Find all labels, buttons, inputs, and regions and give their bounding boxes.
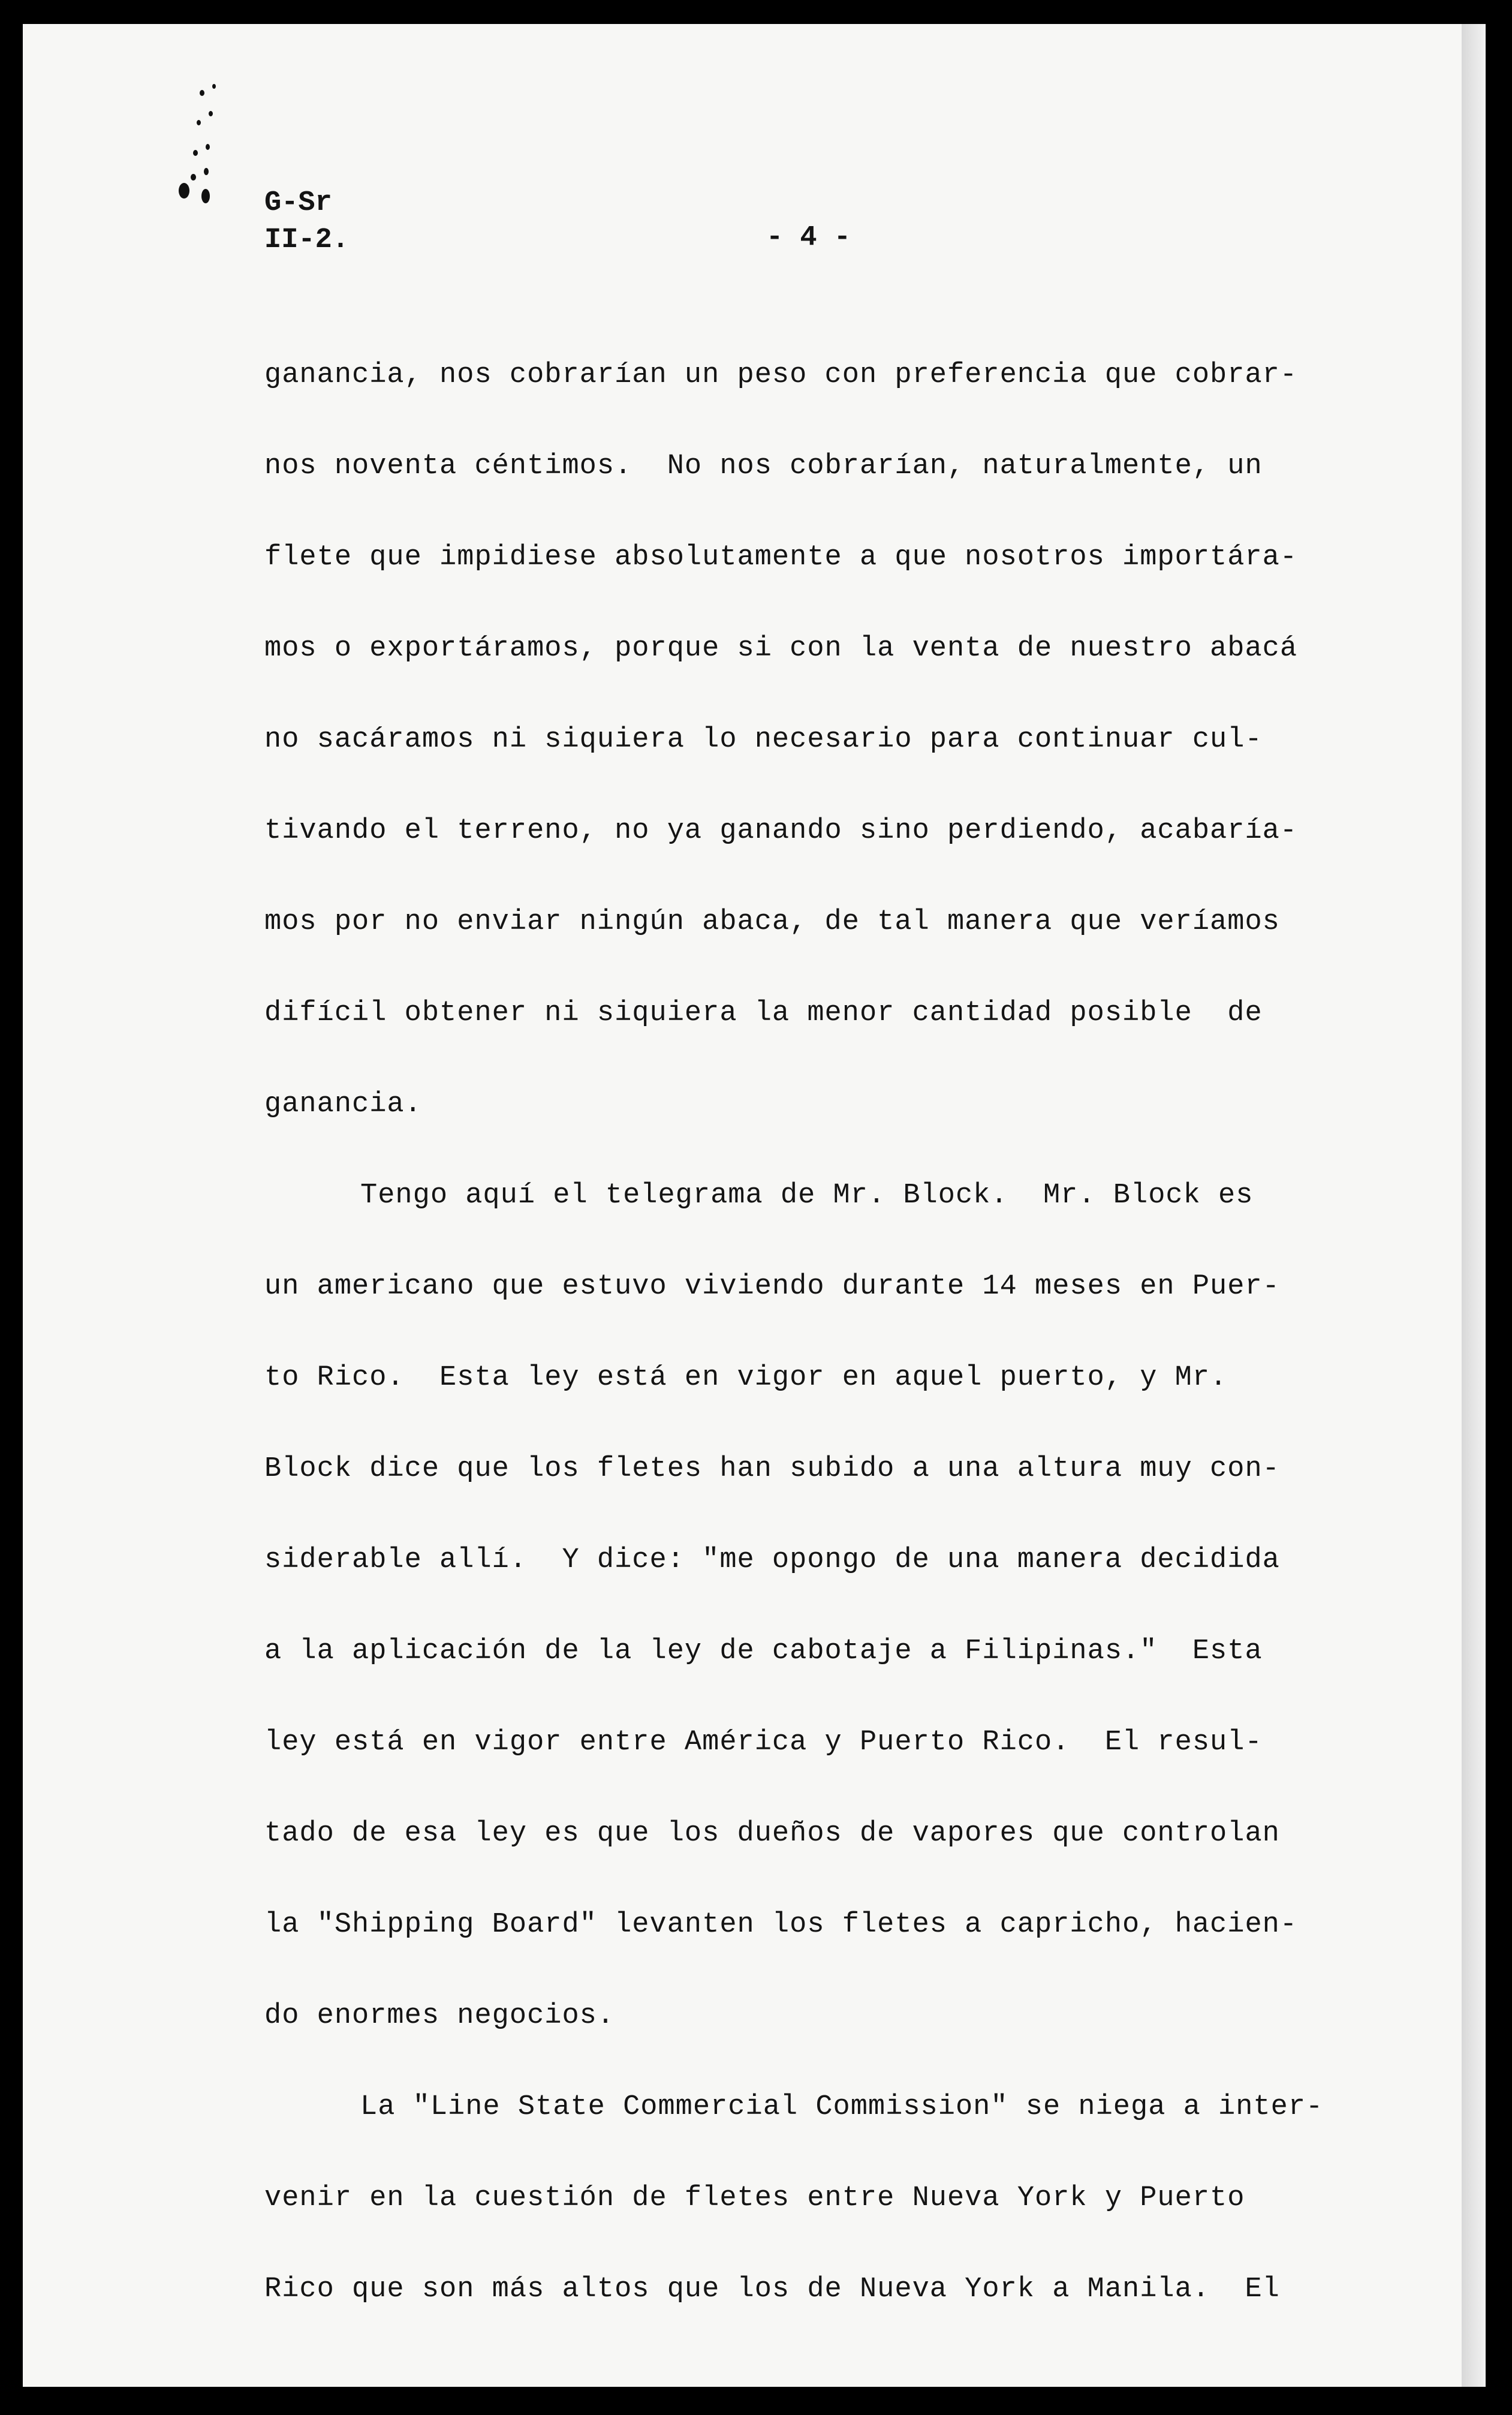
text-line: mos o exportáramos, porque si con la venta de nuestro abacá — [264, 633, 1298, 664]
text-line: a la aplicación de la ley de cabotaje a Filipinas." Esta — [264, 1635, 1263, 1667]
text-line: ley está en vigor entre América y Puerto Rico. El resul- — [264, 1727, 1263, 1758]
text-line: ganancia. — [264, 1088, 422, 1120]
text-line: un americano que estuvo viviendo durante 14 meses en Puer- — [264, 1271, 1280, 1303]
document-code — [264, 185, 349, 259]
code-line-2: II-2. — [264, 224, 350, 256]
text-line: tado de esa ley es que los dueños de vapores que controlan — [264, 1818, 1280, 1849]
text-line: difícil obtener ni siquiera la menor cantidad posible de — [264, 997, 1263, 1029]
text-line: venir en la cuestión de fletes entre Nueva York y Puerto — [264, 2182, 1245, 2214]
page-number: - 4 - — [766, 222, 851, 254]
text-line: to Rico. Esta ley está en vigor en aquel puerto, y Mr. — [264, 1362, 1228, 1394]
code-line-1: G-Sr — [264, 187, 332, 219]
document-page — [23, 24, 1486, 2387]
text-line: tivando el terreno, no ya ganando sino perdiendo, acabaría- — [264, 815, 1298, 847]
text-line: Block dice que los fletes han subido a una altura muy con- — [264, 1453, 1280, 1485]
text-line: do enormes negocios. — [264, 2000, 615, 2032]
text-line: mos por no enviar ningún abaca, de tal manera que veríamos — [264, 906, 1280, 938]
text-line: La "Line State Commercial Commission" se niega a inter- — [360, 2091, 1324, 2123]
text-line: Rico que son más altos que los de Nueva York a Manila. El — [264, 2273, 1280, 2305]
text-line: nos noventa céntimos. No nos cobrarían, naturalmente, un — [264, 450, 1263, 482]
text-line: siderable allí. Y dice: "me opongo de una manera decidida — [264, 1544, 1280, 1576]
text-line: flete que impidiese absolutamente a que nosotros importára- — [264, 542, 1298, 573]
text-line: ganancia, nos cobrarían un peso con preferencia que cobrar- — [264, 359, 1298, 391]
text-line: la "Shipping Board" levanten los fletes a capricho, hacien- — [264, 1909, 1298, 1941]
text-line: Tengo aquí el telegrama de Mr. Block. Mr. Block es — [360, 1180, 1254, 1211]
text-line: no sacáramos ni siquiera lo necesario para continuar cul- — [264, 724, 1263, 756]
page-edge — [1462, 24, 1486, 2387]
body-text — [264, 330, 1403, 2335]
